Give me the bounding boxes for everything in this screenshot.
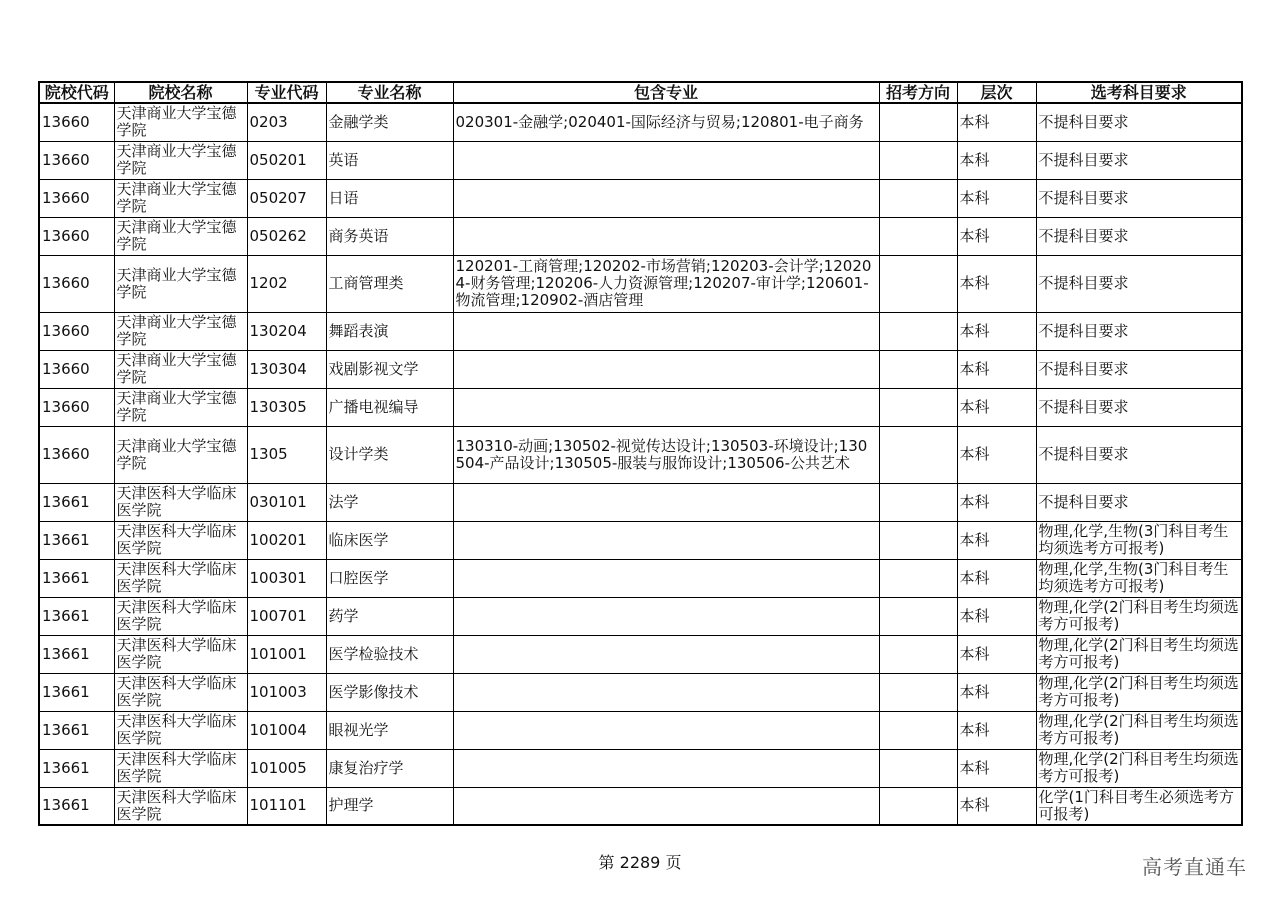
cell-major-code: 0203 bbox=[247, 103, 326, 141]
cell-included-majors bbox=[453, 673, 879, 711]
cell-school-code: 13660 bbox=[39, 388, 114, 426]
table-row bbox=[39, 787, 1242, 825]
cell-included-majors bbox=[453, 559, 879, 597]
cell-school-name: 天津商业大学宝德学院 bbox=[114, 179, 247, 217]
cell-school-name: 天津医科大学临床医学院 bbox=[114, 559, 247, 597]
cell-included-majors bbox=[453, 635, 879, 673]
col-header-level: 层次 bbox=[957, 82, 1036, 103]
cell-subject-requirements: 不提科目要求 bbox=[1036, 217, 1242, 255]
cell-direction bbox=[879, 426, 957, 483]
col-header-included-majors: 包含专业 bbox=[453, 82, 879, 103]
cell-level: 本科 bbox=[957, 597, 1036, 635]
cell-school-name: 天津医科大学临床医学院 bbox=[114, 635, 247, 673]
cell-school-code: 13660 bbox=[39, 350, 114, 388]
cell-school-name: 天津商业大学宝德学院 bbox=[114, 426, 247, 483]
cell-included-majors bbox=[453, 711, 879, 749]
page-number: 第 2289 页 bbox=[598, 853, 682, 872]
cell-school-code: 13661 bbox=[39, 673, 114, 711]
cell-major-name: 金融学类 bbox=[326, 103, 453, 141]
cell-subject-requirements: 不提科目要求 bbox=[1036, 426, 1242, 483]
table-row bbox=[39, 350, 1242, 388]
cell-direction bbox=[879, 483, 957, 521]
cell-included-majors bbox=[453, 179, 879, 217]
cell-major-code: 1305 bbox=[247, 426, 326, 483]
cell-level: 本科 bbox=[957, 559, 1036, 597]
cell-direction bbox=[879, 312, 957, 350]
cell-direction bbox=[879, 559, 957, 597]
cell-major-code: 101001 bbox=[247, 635, 326, 673]
table-body bbox=[39, 103, 1242, 825]
cell-major-name: 护理学 bbox=[326, 787, 453, 825]
cell-included-majors: 120201-工商管理;120202-市场营销;120203-会计学;120204-财务管理;120206-人力资源管理;120207-审计学;120601-物流管理;120902-酒店管理 bbox=[453, 255, 879, 312]
cell-direction bbox=[879, 388, 957, 426]
cell-subject-requirements: 物理,化学,生物(3门科目考生均须选考方可报考) bbox=[1036, 559, 1242, 597]
cell-major-code: 050262 bbox=[247, 217, 326, 255]
table-row bbox=[39, 559, 1242, 597]
cell-level: 本科 bbox=[957, 426, 1036, 483]
cell-school-code: 13661 bbox=[39, 749, 114, 787]
col-header-school-name: 院校名称 bbox=[114, 82, 247, 103]
cell-major-code: 130304 bbox=[247, 350, 326, 388]
cell-level: 本科 bbox=[957, 749, 1036, 787]
cell-school-name: 天津医科大学临床医学院 bbox=[114, 673, 247, 711]
cell-school-name: 天津商业大学宝德学院 bbox=[114, 141, 247, 179]
cell-level: 本科 bbox=[957, 673, 1036, 711]
cell-direction bbox=[879, 749, 957, 787]
cell-school-name: 天津医科大学临床医学院 bbox=[114, 483, 247, 521]
cell-included-majors bbox=[453, 312, 879, 350]
cell-school-name: 天津医科大学临床医学院 bbox=[114, 521, 247, 559]
cell-school-code: 13661 bbox=[39, 787, 114, 825]
cell-direction bbox=[879, 255, 957, 312]
cell-major-name: 康复治疗学 bbox=[326, 749, 453, 787]
cell-major-name: 临床医学 bbox=[326, 521, 453, 559]
cell-major-code: 050201 bbox=[247, 141, 326, 179]
col-header-major-name: 专业名称 bbox=[326, 82, 453, 103]
cell-school-name: 天津商业大学宝德学院 bbox=[114, 255, 247, 312]
table-row bbox=[39, 312, 1242, 350]
cell-included-majors: 130310-动画;130502-视觉传达设计;130503-环境设计;130504-产品设计;130505-服装与服饰设计;130506-公共艺术 bbox=[453, 426, 879, 483]
watermark: 高考直通车 bbox=[1142, 855, 1247, 879]
cell-included-majors bbox=[453, 388, 879, 426]
table-row bbox=[39, 483, 1242, 521]
cell-school-code: 13661 bbox=[39, 521, 114, 559]
cell-level: 本科 bbox=[957, 141, 1036, 179]
cell-major-code: 130305 bbox=[247, 388, 326, 426]
cell-major-code: 100301 bbox=[247, 559, 326, 597]
table-row bbox=[39, 103, 1242, 141]
cell-level: 本科 bbox=[957, 483, 1036, 521]
cell-level: 本科 bbox=[957, 179, 1036, 217]
cell-subject-requirements: 物理,化学(2门科目考生均须选考方可报考) bbox=[1036, 711, 1242, 749]
cell-major-name: 医学影像技术 bbox=[326, 673, 453, 711]
cell-major-code: 100701 bbox=[247, 597, 326, 635]
admission-table bbox=[38, 81, 1243, 826]
cell-subject-requirements: 不提科目要求 bbox=[1036, 350, 1242, 388]
cell-major-code: 030101 bbox=[247, 483, 326, 521]
cell-subject-requirements: 物理,化学(2门科目考生均须选考方可报考) bbox=[1036, 749, 1242, 787]
cell-school-name: 天津医科大学临床医学院 bbox=[114, 749, 247, 787]
cell-level: 本科 bbox=[957, 217, 1036, 255]
cell-subject-requirements: 化学(1门科目考生必须选考方可报考) bbox=[1036, 787, 1242, 825]
cell-major-code: 050207 bbox=[247, 179, 326, 217]
cell-level: 本科 bbox=[957, 521, 1036, 559]
cell-major-name: 英语 bbox=[326, 141, 453, 179]
table-row bbox=[39, 673, 1242, 711]
cell-major-code: 130204 bbox=[247, 312, 326, 350]
cell-school-name: 天津医科大学临床医学院 bbox=[114, 787, 247, 825]
cell-included-majors bbox=[453, 141, 879, 179]
cell-school-code: 13660 bbox=[39, 103, 114, 141]
cell-direction bbox=[879, 179, 957, 217]
cell-level: 本科 bbox=[957, 635, 1036, 673]
cell-major-name: 日语 bbox=[326, 179, 453, 217]
cell-school-code: 13661 bbox=[39, 635, 114, 673]
cell-included-majors: 020301-金融学;020401-国际经济与贸易;120801-电子商务 bbox=[453, 103, 879, 141]
cell-level: 本科 bbox=[957, 787, 1036, 825]
cell-major-code: 100201 bbox=[247, 521, 326, 559]
table-row bbox=[39, 255, 1242, 312]
cell-included-majors bbox=[453, 597, 879, 635]
cell-major-code: 101005 bbox=[247, 749, 326, 787]
cell-level: 本科 bbox=[957, 312, 1036, 350]
cell-school-name: 天津商业大学宝德学院 bbox=[114, 350, 247, 388]
cell-school-code: 13660 bbox=[39, 217, 114, 255]
cell-level: 本科 bbox=[957, 103, 1036, 141]
cell-level: 本科 bbox=[957, 388, 1036, 426]
cell-direction bbox=[879, 521, 957, 559]
cell-major-code: 101003 bbox=[247, 673, 326, 711]
cell-major-name: 舞蹈表演 bbox=[326, 312, 453, 350]
cell-school-code: 13661 bbox=[39, 711, 114, 749]
cell-school-code: 13660 bbox=[39, 141, 114, 179]
cell-major-name: 医学检验技术 bbox=[326, 635, 453, 673]
cell-major-code: 101101 bbox=[247, 787, 326, 825]
cell-level: 本科 bbox=[957, 711, 1036, 749]
cell-direction bbox=[879, 103, 957, 141]
cell-included-majors bbox=[453, 787, 879, 825]
table-row bbox=[39, 711, 1242, 749]
cell-direction bbox=[879, 673, 957, 711]
table-row bbox=[39, 521, 1242, 559]
cell-subject-requirements: 不提科目要求 bbox=[1036, 483, 1242, 521]
table-row bbox=[39, 597, 1242, 635]
col-header-major-code: 专业代码 bbox=[247, 82, 326, 103]
cell-school-name: 天津商业大学宝德学院 bbox=[114, 312, 247, 350]
cell-school-code: 13660 bbox=[39, 179, 114, 217]
cell-subject-requirements: 物理,化学(2门科目考生均须选考方可报考) bbox=[1036, 597, 1242, 635]
cell-direction bbox=[879, 350, 957, 388]
table-row bbox=[39, 749, 1242, 787]
table-row bbox=[39, 217, 1242, 255]
cell-level: 本科 bbox=[957, 350, 1036, 388]
col-header-subject-requirements: 选考科目要求 bbox=[1036, 82, 1242, 103]
col-header-school-code: 院校代码 bbox=[39, 82, 114, 103]
cell-school-name: 天津医科大学临床医学院 bbox=[114, 711, 247, 749]
table-row bbox=[39, 141, 1242, 179]
cell-direction bbox=[879, 597, 957, 635]
cell-subject-requirements: 物理,化学,生物(3门科目考生均须选考方可报考) bbox=[1036, 521, 1242, 559]
table-row bbox=[39, 388, 1242, 426]
cell-school-code: 13660 bbox=[39, 255, 114, 312]
cell-major-code: 101004 bbox=[247, 711, 326, 749]
cell-included-majors bbox=[453, 483, 879, 521]
col-header-direction: 招考方向 bbox=[879, 82, 957, 103]
cell-major-name: 工商管理类 bbox=[326, 255, 453, 312]
cell-major-name: 法学 bbox=[326, 483, 453, 521]
cell-major-name: 眼视光学 bbox=[326, 711, 453, 749]
table-row bbox=[39, 179, 1242, 217]
table-row bbox=[39, 635, 1242, 673]
cell-major-code: 1202 bbox=[247, 255, 326, 312]
cell-direction bbox=[879, 635, 957, 673]
cell-major-name: 药学 bbox=[326, 597, 453, 635]
cell-school-code: 13660 bbox=[39, 426, 114, 483]
cell-included-majors bbox=[453, 217, 879, 255]
cell-level: 本科 bbox=[957, 255, 1036, 312]
cell-subject-requirements: 物理,化学(2门科目考生均须选考方可报考) bbox=[1036, 635, 1242, 673]
cell-direction bbox=[879, 141, 957, 179]
cell-major-name: 广播电视编导 bbox=[326, 388, 453, 426]
cell-included-majors bbox=[453, 749, 879, 787]
cell-school-name: 天津商业大学宝德学院 bbox=[114, 388, 247, 426]
cell-school-name: 天津商业大学宝德学院 bbox=[114, 103, 247, 141]
cell-included-majors bbox=[453, 521, 879, 559]
cell-subject-requirements: 不提科目要求 bbox=[1036, 255, 1242, 312]
header-row bbox=[39, 82, 1242, 103]
table-row bbox=[39, 426, 1242, 483]
cell-major-name: 戏剧影视文学 bbox=[326, 350, 453, 388]
cell-subject-requirements: 不提科目要求 bbox=[1036, 312, 1242, 350]
cell-subject-requirements: 物理,化学(2门科目考生均须选考方可报考) bbox=[1036, 673, 1242, 711]
cell-major-name: 商务英语 bbox=[326, 217, 453, 255]
cell-school-code: 13660 bbox=[39, 312, 114, 350]
cell-direction bbox=[879, 787, 957, 825]
cell-direction bbox=[879, 217, 957, 255]
cell-subject-requirements: 不提科目要求 bbox=[1036, 141, 1242, 179]
cell-subject-requirements: 不提科目要求 bbox=[1036, 179, 1242, 217]
cell-major-name: 口腔医学 bbox=[326, 559, 453, 597]
cell-school-code: 13661 bbox=[39, 597, 114, 635]
cell-school-name: 天津商业大学宝德学院 bbox=[114, 217, 247, 255]
cell-subject-requirements: 不提科目要求 bbox=[1036, 388, 1242, 426]
cell-school-name: 天津医科大学临床医学院 bbox=[114, 597, 247, 635]
cell-school-code: 13661 bbox=[39, 559, 114, 597]
cell-direction bbox=[879, 711, 957, 749]
cell-school-code: 13661 bbox=[39, 483, 114, 521]
cell-major-name: 设计学类 bbox=[326, 426, 453, 483]
cell-subject-requirements: 不提科目要求 bbox=[1036, 103, 1242, 141]
cell-included-majors bbox=[453, 350, 879, 388]
